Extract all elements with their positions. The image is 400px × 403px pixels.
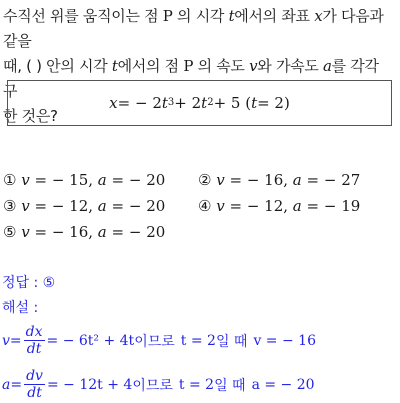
var-x: x <box>314 7 323 25</box>
choice-3[interactable]: ③ v = − 12, a = − 20 <box>3 197 166 215</box>
var-v: v <box>249 57 258 75</box>
question-line-3: 한 것은? <box>3 107 58 125</box>
solution-velocity: v = $\frac{dx}{dt}$ = − 6t² + 4t 이므로 t = 2 일 때 v = − 16 <box>2 324 316 357</box>
point-P: P <box>183 57 194 75</box>
question-line-2: 때, ( ) 안의 시각 t에서의 점 P 의 속도 v와 가속도 a를 각각 구 <box>3 57 379 100</box>
formula-box: x = − 2 t 3 + 2 t 2 + 5 ( t = 2) <box>7 80 392 126</box>
var-t: t <box>228 7 235 25</box>
explanation-label: 해설 : <box>2 300 39 316</box>
choice-2[interactable]: ② v = − 16, a = − 27 <box>198 171 361 189</box>
var-a: a <box>322 57 332 75</box>
question-line-1: 수직선 위를 움직이는 점 P 의 시각 t에서의 좌표 x가 다음과 같을 <box>3 7 384 50</box>
point-P: P <box>162 7 173 25</box>
choice-4[interactable]: ④ v = − 12, a = − 19 <box>198 197 361 215</box>
choice-1[interactable]: ① v = − 15, a = − 20 <box>3 171 166 189</box>
var-t: t <box>111 57 118 75</box>
choice-5[interactable]: ⑤ v = − 16, a = − 20 <box>3 223 166 241</box>
derivative-fraction: $\frac{dv}{dt}$ <box>26 368 43 401</box>
derivative-fraction: $\frac{dx}{dt}$ <box>25 324 43 357</box>
solution-acceleration: a = $\frac{dv}{dt}$ = − 12t + 4 이므로 t = 2 일 때 a = − 20 <box>2 368 315 401</box>
answer-label: 정답 : ⑤ <box>2 275 56 291</box>
